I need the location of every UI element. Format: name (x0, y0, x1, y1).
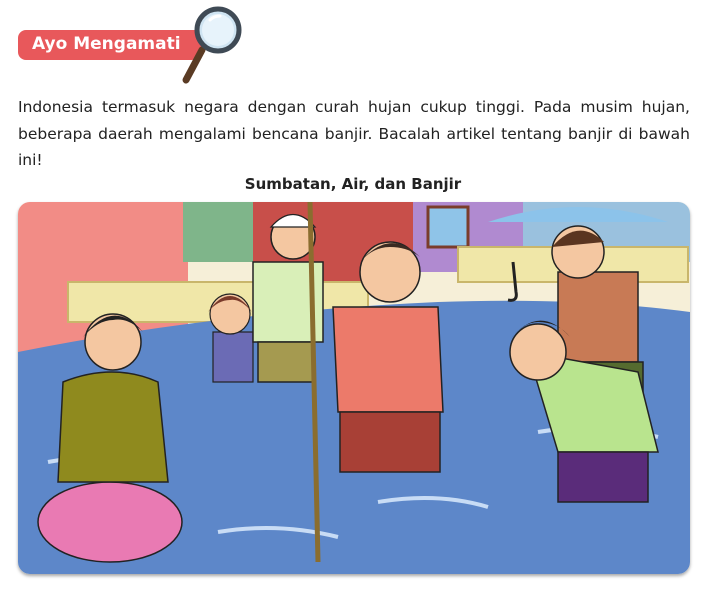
intro-paragraph: Indonesia termasuk negara dengan curah hujan cukup tinggi. Pada musim hujan, beberapa daerah mengalami bencana banjir. Bacalah artikel tentang banjir di bawah ini! (18, 98, 690, 169)
section-badge-label: Ayo Mengamati (32, 34, 181, 54)
section-badge (18, 30, 206, 60)
article-title: Sumbatan, Air, dan Banjir (244, 175, 462, 193)
flood-illustration (18, 202, 690, 574)
magnifying-glass-icon (180, 4, 242, 86)
